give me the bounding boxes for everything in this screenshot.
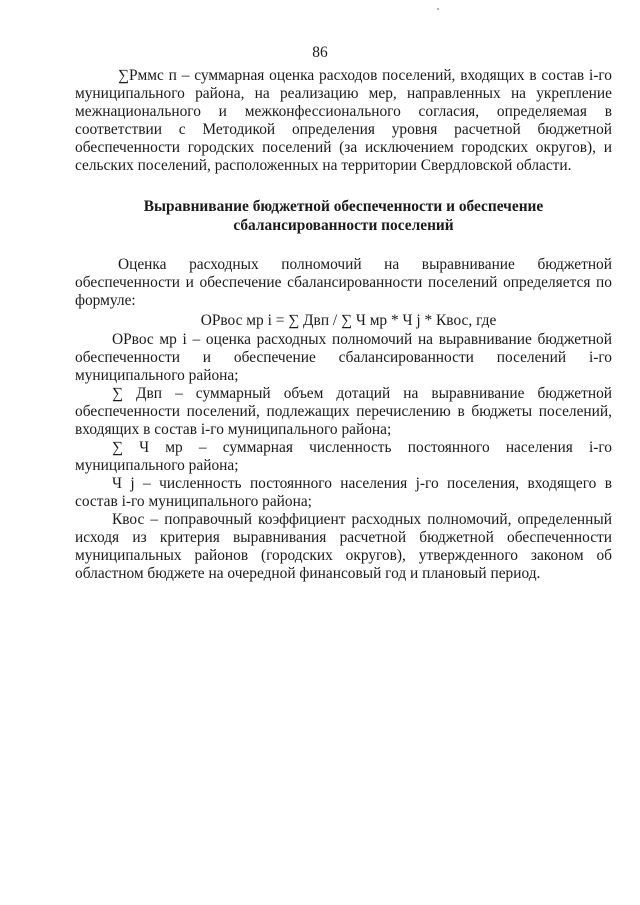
definition-orvos: ОРвос мр i – оценка расходных полномочий на выравнивание бюджетной обеспеченности и обеспечение сбалансированности поселений i-го муниципального района;	[75, 331, 612, 384]
paragraph-sum-rmms: ∑Рммс п – суммарная оценка расходов поселений, входящих в состав i-го муниципального района, на реализацию мер, направленных на укрепление межнационального и межконфессионального согласия, определяемая в соответствии с Методикой определения уровня расчетной бюджетной обеспеченности городских поселений (за исключением городских округов), и сельских поселений, расположенных на территории Свердловской области.	[75, 67, 612, 174]
scan-artifact-dot	[437, 8, 439, 10]
definition-kvos: Квос – поправочный коэффициент расходных полномочий, определенный исходя из критерия выравнивания расчетной бюджетной обеспеченности муниципальных районов (городских округов), утвержденного законом об областном бюджете на очередной финансовый год и плановый период.	[75, 511, 612, 582]
definition-dvp: ∑ Двп – суммарный объем дотаций на выравнивание бюджетной обеспеченности поселений, подлежащих перечислению в бюджеты поселений, входящих в состав i-го муниципального района;	[75, 385, 612, 438]
page-number: 86	[312, 44, 328, 61]
definition-ch-mr: ∑ Ч мр – суммарная численность постоянного населения i-го муниципального района;	[75, 439, 612, 474]
intro-paragraph: Оценка расходных полномочий на выравнивание бюджетной обеспеченности и обеспечение сбалансированности поселений определяется по формуле:	[75, 256, 612, 309]
section-heading	[75, 197, 612, 235]
section-heading-line-2: сбалансированности поселений	[233, 217, 454, 234]
document-body	[75, 67, 612, 583]
definition-ch-j: Ч j – численность постоянного населения j-го поселения, входящего в состав i-го муниципального района;	[75, 475, 612, 510]
formula: ОРвос мр i = ∑ Двп / ∑ Ч мр * Ч j * Квос, где	[200, 312, 497, 329]
section-heading-line-1: Выравнивание бюджетной обеспеченности и обеспечение	[143, 198, 544, 215]
